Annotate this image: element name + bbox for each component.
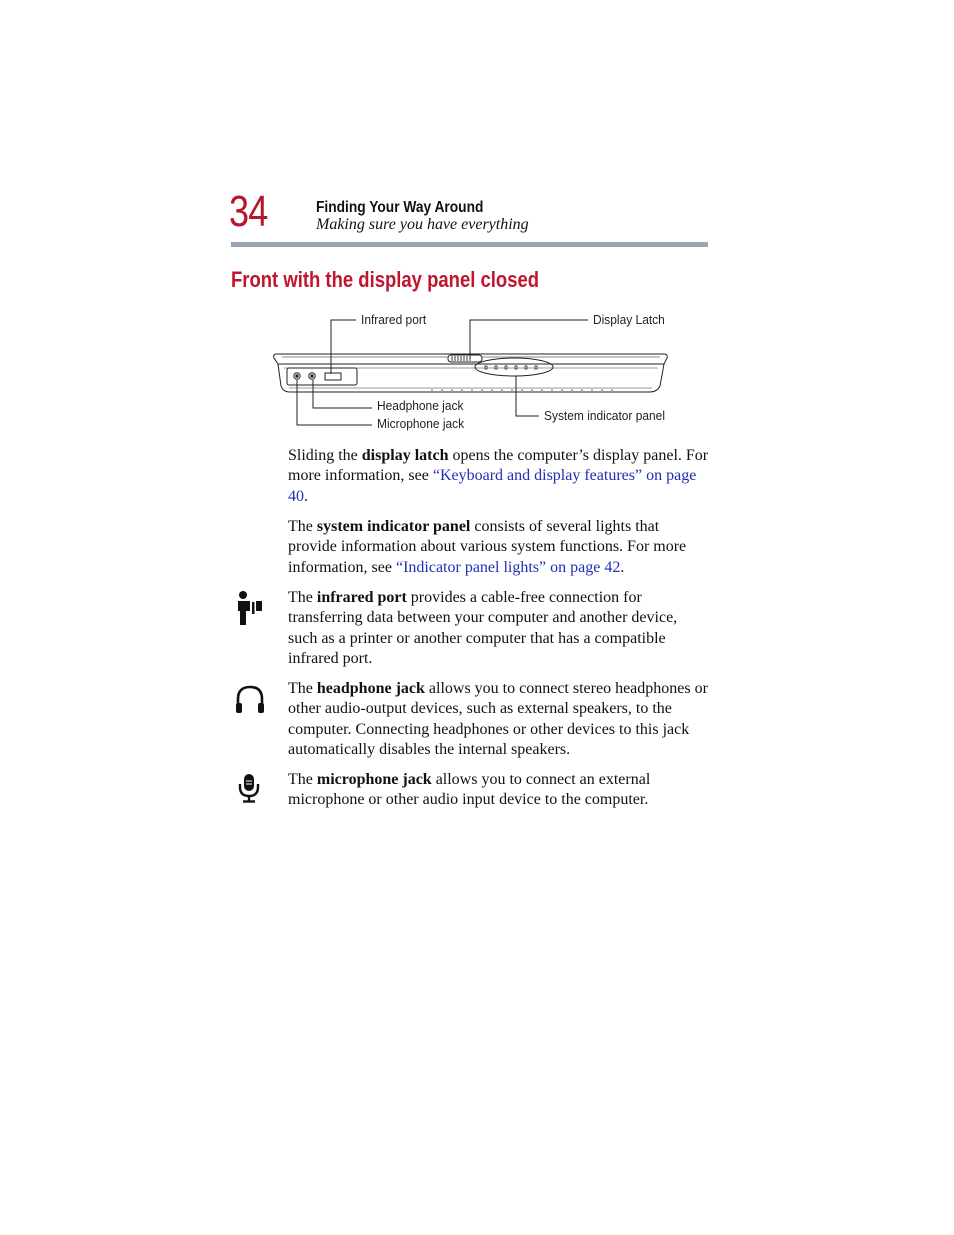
- term-system-indicator-panel: system indicator panel: [316, 518, 471, 535]
- infrared-icon: [234, 590, 266, 628]
- paragraph-infrared-port: [288, 588, 710, 669]
- text: allows you to connect an external microphone or other audio input device to the computer.: [288, 771, 651, 809]
- text: The: [288, 589, 317, 606]
- text: Sliding the: [288, 447, 362, 464]
- text: The: [288, 771, 317, 788]
- page-number: 34: [229, 187, 268, 236]
- text: The: [288, 680, 317, 697]
- callout-headphone-jack: Headphone jack: [377, 398, 464, 413]
- microphone-icon: [234, 772, 264, 804]
- text: .: [620, 558, 625, 576]
- term-headphone-jack: headphone jack: [316, 680, 425, 697]
- link-indicator-panel-lights[interactable]: “Indicator panel lights” on page 42: [395, 558, 621, 576]
- text: provides a cable-free connection for transferring data between your computer and another device, such as a printer or another computer that has a compatible infrared port.: [288, 589, 678, 667]
- text: consists of several lights that provide information about various system functions. For more information, see: [288, 518, 687, 576]
- callout-system-indicator-panel: System indicator panel: [544, 408, 665, 423]
- paragraph-indicator-panel: [288, 517, 710, 578]
- text: allows you to connect stereo headphones or other audio-output devices, such as external speakers, to the computer. Connecting headphones or other devices to this jack automatically disables the internal speakers.: [288, 680, 708, 758]
- laptop-front-figure: [0, 0, 954, 440]
- link-keyboard-display-features[interactable]: “Keyboard and display features” on page 40: [288, 467, 697, 505]
- callout-display-latch: Display Latch: [593, 312, 665, 327]
- term-microphone-jack: microphone jack: [316, 771, 432, 788]
- term-display-latch: display latch: [361, 447, 449, 464]
- paragraph-display-latch: [288, 446, 710, 507]
- headphone-icon: [234, 684, 266, 716]
- paragraph-headphone-jack: [288, 679, 710, 760]
- text: The: [288, 518, 317, 535]
- text: .: [304, 487, 308, 505]
- paragraph-microphone-jack: [288, 770, 710, 811]
- callout-microphone-jack: Microphone jack: [377, 416, 465, 431]
- section-subtitle: Making sure you have everything: [316, 216, 529, 233]
- laptop-front-illustration: [0, 0, 954, 440]
- text: opens the computer’s display panel. For more information, see: [288, 447, 709, 485]
- term-infrared-port: infrared port: [316, 589, 407, 606]
- chapter-title: Finding Your Way Around: [316, 199, 484, 216]
- section-heading: Front with the display panel closed: [231, 267, 540, 292]
- callout-infrared-port: Infrared port: [361, 312, 427, 327]
